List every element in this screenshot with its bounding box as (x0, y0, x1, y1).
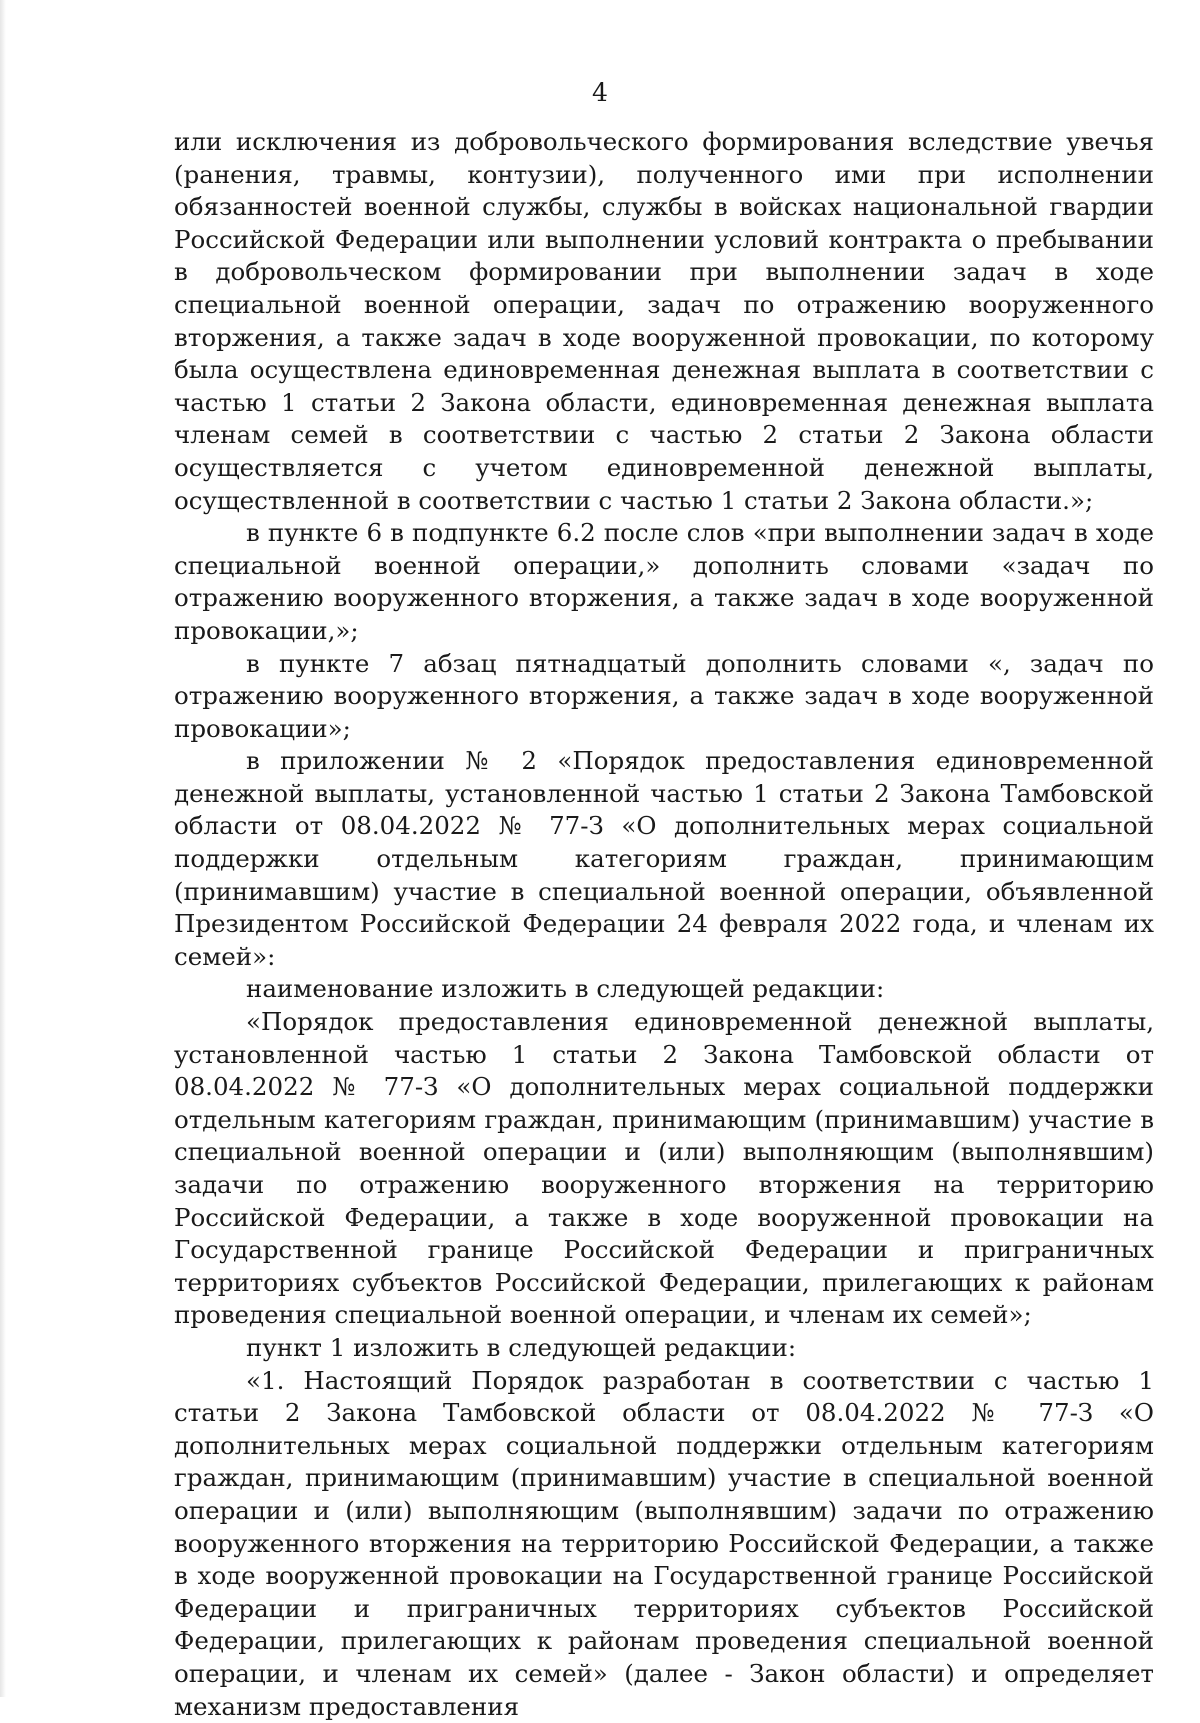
paragraph-new-title: «Порядок предоставления единовременной денежной выплаты, установленной частью 1 статьи 2 Закона Тамбовской области от 08.04.2022 № 77-З «О дополнительных мерах социальной поддержки отдельным категориям граждан, принимающим (принимавшим) участие в специальной военной операции и (или) выполняющим (выполнявшим) задачи по отражению вооруженного вторжения на территорию Российской Федерации, а также в ходе вооруженной провокации на Государственной границе Российской Федерации и приграничных территориях субъектов Российской Федерации, прилегающих к районам проведения специальной военной операции, и членам их семей»; (174, 1007, 1154, 1330)
paragraph-appendix-2: в приложении № 2 «Порядок предоставления единовременной денежной выплаты, установленной частью 1 статьи 2 Закона Тамбовской области от 08.04.2022 № 77-З «О дополнительных мерах социальной поддержки отдельным категориям граждан, принимающим (принимавшим) участие в специальной военной операции, объявленной Президентом Российской Федерации 24 февраля 2022 года, и членам их семей»: (174, 746, 1154, 971)
paragraph-new-item-1: «1. Настоящий Порядок разработан в соответствии с частью 1 статьи 2 Закона Тамбовской области от 08.04.2022 № 77-З «О дополнительных мерах социальной поддержки отдельным категориям граждан, принимающим (принимавшим) участие в специальной военной операции и (или) выполняющим (выполнявшим) задачи по отражению вооруженного вторжения на территорию Российской Федерации, а также в ходе вооруженной провокации на Государственной границе Российской Федерации и приграничных территориях субъектов Российской Федерации, прилегающих к районам проведения специальной военной операции, и членам их семей» (далее - Закон области) и определяет механизм предоставления (174, 1365, 1154, 1721)
scan-edge-shadow (0, 0, 6, 1697)
paragraph-item-6: в пункте 6 в подпункте 6.2 после слов «при выполнении задач в ходе специальной военной операции,» дополнить словами «задач по отражению вооруженного вторжения, а также задач в ходе вооруженной провокации,»; (174, 518, 1154, 645)
paragraph-continuation: или исключения из добровольческого формирования вследствие увечья (ранения, травмы, контузии), полученного ими при исполнении обязанностей военной службы, службы в войсках национальной гвардии Российской Федерации или выполнении условий контракта о пребывании в добровольческом формировании при выполнении задач в ходе специальной военной операции, задач по отражению вооруженного вторжения, а также задач в ходе вооруженной провокации, по которому была осуществлена единовременная денежная выплата в соответствии с частью 1 статьи 2 Закона области, единовременная денежная выплата членам семей в соответствии с частью 2 статьи 2 Закона области осуществляется с учетом единовременной денежной выплаты, осуществленной в соответствии с частью 1 статьи 2 Закона области.»; (174, 127, 1154, 515)
paragraph-item-7: в пункте 7 абзац пятнадцатый дополнить словами «, задач по отражению вооруженного вторжения, а также задач в ходе вооруженной провокации»; (174, 648, 1154, 743)
page-number: 4 (592, 78, 608, 107)
paragraph-item-1-instruction: пункт 1 изложить в следующей редакции: (246, 1332, 797, 1362)
paragraph-title-instruction: наименование изложить в следующей редакции: (246, 974, 885, 1004)
document-body (174, 126, 1154, 1723)
